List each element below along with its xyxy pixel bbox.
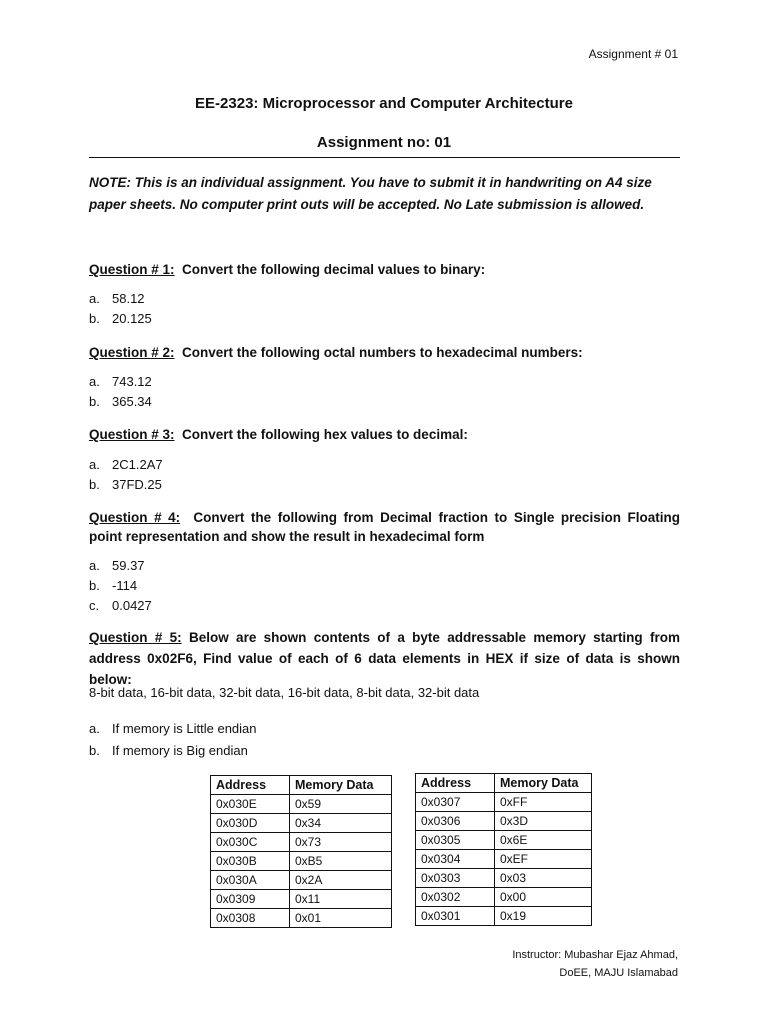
memory-data-cell: 0x6E (495, 831, 592, 850)
address-cell: 0x0305 (416, 831, 495, 850)
memory-data-cell: 0x19 (495, 907, 592, 926)
list-item (89, 309, 152, 329)
table-row (211, 833, 392, 852)
list-item (89, 392, 152, 412)
item-value: 37FD.25 (112, 477, 162, 492)
item-marker: b. (89, 743, 100, 758)
instructor-footer (512, 946, 678, 982)
table-row (416, 850, 592, 869)
table-row (211, 871, 392, 890)
address-cell: 0x0306 (416, 812, 495, 831)
question-5-items (89, 718, 257, 762)
item-value: 743.12 (112, 374, 152, 389)
list-item (89, 289, 152, 309)
item-marker: a. (89, 721, 100, 736)
memory-data-cell: 0xB5 (290, 852, 392, 871)
item-marker: b. (89, 578, 100, 593)
memory-data-cell: 0x11 (290, 890, 392, 909)
item-value: 58.12 (112, 291, 145, 306)
table-row (211, 909, 392, 928)
question-2-label: Question # 2: (89, 345, 175, 360)
item-marker: b. (89, 477, 100, 492)
item-value: If memory is Big endian (112, 743, 248, 758)
item-marker: b. (89, 394, 100, 409)
assignment-tag: Assignment # 01 (588, 47, 678, 61)
memory-data-cell: 0x3D (495, 812, 592, 831)
item-value: 2C1.2A7 (112, 457, 163, 472)
instructor-name: Instructor: Mubashar Ejaz Ahmad, (512, 949, 678, 961)
memory-data-cell: 0x59 (290, 795, 392, 814)
address-cell: 0x030C (211, 833, 290, 852)
note-text: NOTE: This is an individual assignment. You have to submit it in handwriting on A4 size paper sheets. No computer print outs will be accepted. No Late submission is allowed. (89, 175, 652, 212)
table-header-row (211, 776, 392, 795)
item-marker: c. (89, 598, 100, 613)
item-value: 0.0427 (112, 598, 152, 613)
list-item (89, 740, 257, 762)
question-4 (89, 508, 680, 546)
item-marker: a. (89, 558, 100, 573)
address-cell: 0x030B (211, 852, 290, 871)
memory-data-cell: 0x01 (290, 909, 392, 928)
list-item (89, 556, 152, 576)
question-4-items (89, 556, 152, 616)
question-3-label: Question # 3: (89, 427, 175, 442)
column-header: Address (416, 774, 495, 793)
table-row (416, 831, 592, 850)
memory-data-cell: 0x73 (290, 833, 392, 852)
question-4-label: Question # 4: (89, 510, 181, 525)
item-value: 20.125 (112, 311, 152, 326)
table-row (211, 852, 392, 871)
table-row (416, 888, 592, 907)
question-1 (89, 260, 680, 279)
address-cell: 0x0302 (416, 888, 495, 907)
address-cell: 0x0309 (211, 890, 290, 909)
page-subtitle: Assignment no: 01 (316, 134, 452, 151)
page-title: EE-2323: Microprocessor and Computer Architecture (195, 95, 573, 112)
table-row (416, 869, 592, 888)
question-2-items (89, 372, 152, 412)
item-value: 59.37 (112, 558, 145, 573)
memory-table-left (210, 775, 392, 928)
table-row (416, 907, 592, 926)
question-3-items (89, 455, 163, 495)
table-header-row (416, 774, 592, 793)
memory-data-cell: 0xFF (495, 793, 592, 812)
list-item (89, 596, 152, 616)
question-1-items (89, 289, 152, 329)
item-value: -114 (112, 578, 138, 593)
question-1-text: Convert the following decimal values to binary: (182, 262, 486, 277)
address-cell: 0x0307 (416, 793, 495, 812)
address-cell: 0x0308 (211, 909, 290, 928)
question-5-label: Question # 5: (89, 630, 182, 645)
table-row (211, 795, 392, 814)
table-row (211, 814, 392, 833)
item-marker: a. (89, 374, 100, 389)
question-5-text: Below are shown contents of a byte addressable memory starting from address 0x02F6, Find value of each of 6 data elements in HEX if size of data is shown below: (89, 630, 680, 687)
list-item (89, 475, 163, 495)
question-2 (89, 343, 680, 362)
table-row (416, 793, 592, 812)
item-value: 365.34 (112, 394, 152, 409)
table-row (416, 812, 592, 831)
address-cell: 0x030D (211, 814, 290, 833)
instructor-affiliation: DoEE, MAJU Islamabad (559, 967, 678, 979)
item-value: If memory is Little endian (112, 721, 257, 736)
memory-data-cell: 0x2A (290, 871, 392, 890)
data-sizes-text: 8-bit data, 16-bit data, 32-bit data, 16-bit data, 8-bit data, 32-bit data (89, 685, 480, 700)
item-marker: b. (89, 311, 100, 326)
title-divider (89, 157, 680, 158)
question-3-text: Convert the following hex values to decimal: (182, 427, 468, 442)
column-header: Memory Data (290, 776, 392, 795)
item-marker: a. (89, 291, 100, 306)
table-row (211, 890, 392, 909)
question-2-text: Convert the following octal numbers to hexadecimal numbers: (182, 345, 583, 360)
address-cell: 0x0301 (416, 907, 495, 926)
list-item (89, 372, 152, 392)
address-cell: 0x0304 (416, 850, 495, 869)
list-item (89, 718, 257, 740)
address-cell: 0x0303 (416, 869, 495, 888)
memory-data-cell: 0x03 (495, 869, 592, 888)
address-cell: 0x030E (211, 795, 290, 814)
list-item (89, 455, 163, 475)
address-cell: 0x030A (211, 871, 290, 890)
column-header: Address (211, 776, 290, 795)
memory-table-right (415, 773, 592, 926)
list-item (89, 576, 152, 596)
item-marker: a. (89, 457, 100, 472)
memory-data-cell: 0x34 (290, 814, 392, 833)
column-header: Memory Data (495, 774, 592, 793)
question-4-text: Convert the following from Decimal fraction to Single precision Floating point representation and show the result in hexadecimal form (89, 510, 681, 544)
question-5 (89, 627, 680, 690)
memory-data-cell: 0xEF (495, 850, 592, 869)
question-1-label: Question # 1: (89, 262, 175, 277)
memory-data-cell: 0x00 (495, 888, 592, 907)
question-3 (89, 425, 680, 444)
